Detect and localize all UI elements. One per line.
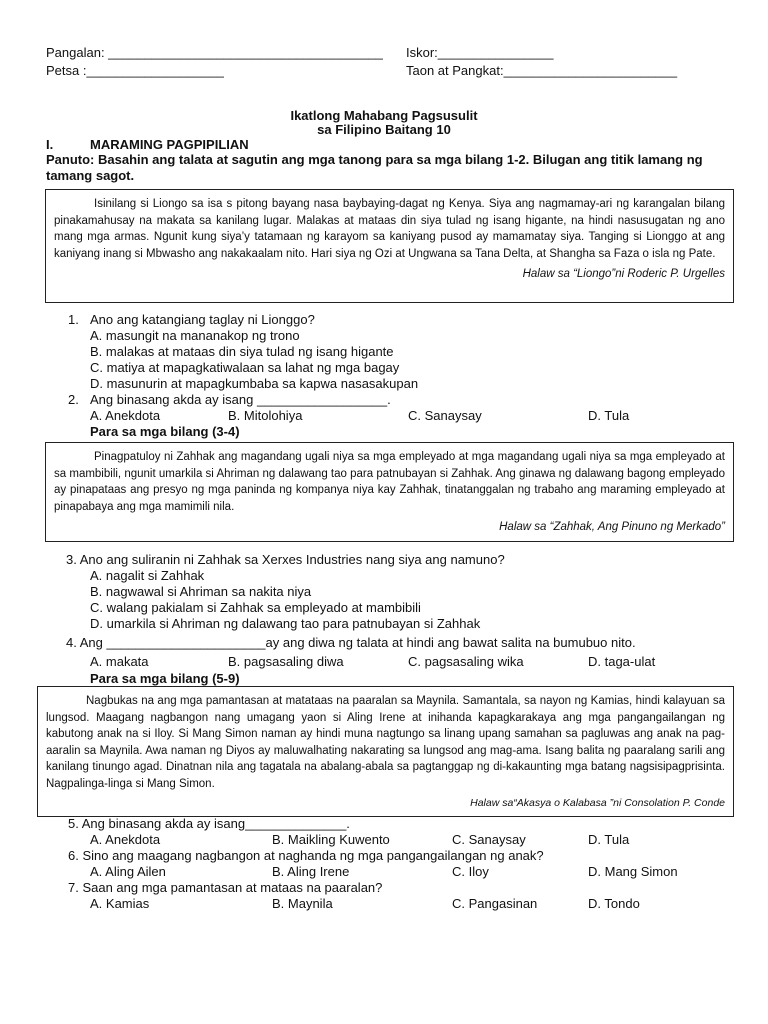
choice-d[interactable]: D. Tondo [588, 896, 640, 911]
choice-a[interactable]: A. masungit na mananakop ng trono [90, 328, 300, 343]
choice-d[interactable]: D. Tula [588, 408, 630, 423]
question-text: Ano ang katangiang taglay ni Lionggo? [90, 312, 315, 327]
passage-text: Nagbukas na ang mga pamantasan at matataas na paaralan sa Maynila. Samantala, sa nayon ng Kamias, hindi kalayuan sa lungsod. Maagang nagbangon nang umagang yaon si Aling Irene at inihanda kapagkarakaya ang mga pangangailangan ng kabutong anak na si Iloy. Si Mang Simon naman ay hindi muna nagtungo sa linang upang samahan sa pagluwas ang anak na pag-aaralin sa Maynila. Awa naman ng Diyos ay maluwalhating nakarating sa lungsod ang mag-ama. Isang balita ng paaralang sarili ang kanilang tinungo agad. Dinatnan nila ang tagatala na abalang-abala sa pagtanggap ng di-kakaunting mga batang nagsisipagprisinta. Nagpalinga-linga si Mang Simon. [46, 695, 725, 790]
section-title: MARAMING PAGPIPILIAN [90, 137, 249, 152]
score-field-label: Iskor:________________ [406, 45, 554, 60]
question-text: 6. Sino ang maagang nagbangon at naghanda ng mga pangangailangan ng anak? [68, 848, 544, 863]
choice-c[interactable]: C. Iloy [452, 864, 489, 879]
passage-citation: Halaw sa “Zahhak, Ang Pinuno ng Merkado” [499, 521, 725, 534]
choice-c[interactable]: C. matiya at mapagkatiwalaan sa lahat ng mga bagay [90, 360, 400, 375]
question-number: 1. [68, 312, 79, 327]
choice-d[interactable]: D. masunurin at mapagkumbaba sa kapwa nasasakupan [90, 376, 419, 391]
date-field-label: Petsa :___________________ [46, 63, 224, 78]
choice-d[interactable]: D. Tula [588, 832, 630, 847]
question-number: 2. [68, 392, 79, 407]
choice-a[interactable]: A. Anekdota [90, 408, 161, 423]
choice-c[interactable]: C. Sanaysay [408, 408, 482, 423]
choice-a[interactable]: A. nagalit si Zahhak [90, 568, 205, 583]
question-text: 4. Ang ______________________ay ang diwa ng talata at hindi ang bawat salita na bumubuo nito. [66, 635, 636, 650]
choice-d[interactable]: D. Mang Simon [588, 864, 678, 879]
grade-field-label: Taon at Pangkat:________________________ [406, 63, 678, 78]
choice-a[interactable]: A. Anekdota [90, 832, 161, 847]
instructions-line-1: Panuto: Basahin ang talata at sagutin ang mga tanong para sa mga bilang 1-2. Bilugan ang titik lamang ng [46, 152, 703, 167]
question-text: 7. Saan ang mga pamantasan at mataas na paaralan? [68, 880, 383, 895]
passage-text: Isinilang si Liongo sa isa s pitong bayang nasa baybaying-dagat ng Kenya. Siya ang nagmamay-ari ng karangalan bilang pinakamahusay na makata sa kanilang lugar. Malakas at mataas din siya tulad ng isang higante, na hindi nasusugatan ng ano mang mga armas. Ngunit kung siya’y tatamaan ng karayom sa kaniyang pusod ay mamamatay siya. Tanging si Lionggo at ang kaniyang inang si Mbwasho ang nakakaalam nito. Hari siya ng Ozi at Ungwana sa Tana Delta, at Shangha sa Faza o isla ng Pate. [54, 198, 725, 260]
choice-c[interactable]: C. walang pakialam si Zahhak sa empleyado at mambibili [90, 600, 421, 615]
exam-subtitle: sa Filipino Baitang 10 [317, 122, 451, 137]
choice-b[interactable]: B. Maynila [272, 896, 333, 911]
choice-a[interactable]: A. Kamias [90, 896, 150, 911]
passage-akasya [37, 686, 734, 817]
choice-c[interactable]: C. Sanaysay [452, 832, 526, 847]
subheading-items-3-4: Para sa mga bilang (3-4) [90, 424, 240, 439]
name-field-label: Pangalan: ______________________________________ [46, 45, 383, 60]
choice-a[interactable]: A. Aling Ailen [90, 864, 166, 879]
choice-c[interactable]: C. Pangasinan [452, 896, 538, 911]
exam-title: Ikatlong Mahabang Pagsusulit [290, 108, 478, 123]
choice-a[interactable]: A. makata [90, 654, 149, 669]
choice-b[interactable]: B. Mitolohiya [228, 408, 303, 423]
choice-b[interactable]: B. pagsasaling diwa [228, 654, 344, 669]
choice-d[interactable]: D. taga-ulat [588, 654, 656, 669]
passage-zahhak [45, 442, 734, 542]
choice-d[interactable]: D. umarkila si Ahriman ng dalawang tao para patnubayan si Zahhak [90, 616, 481, 631]
choice-b[interactable]: B. malakas at mataas din siya tulad ng isang higante [90, 344, 394, 359]
question-text: 5. Ang binasang akda ay isang______________. [68, 816, 350, 831]
question-text: 3. Ano ang suliranin ni Zahhak sa Xerxes Industries nang siya ang namuno? [66, 552, 505, 567]
passage-liongo [45, 189, 734, 303]
choice-b[interactable]: B. nagwawal si Ahriman sa nakita niya [90, 584, 312, 599]
instructions-line-2: tamang sagot. [46, 168, 135, 183]
passage-citation: Halaw sa “Liongo”ni Roderic P. Urgelles [522, 268, 725, 281]
choice-b[interactable]: B. Maikling Kuwento [272, 832, 390, 847]
subheading-items-5-9: Para sa mga bilang (5-9) [90, 671, 240, 686]
choice-b[interactable]: B. Aling Irene [272, 864, 350, 879]
question-text: Ang binasang akda ay isang __________________. [90, 392, 391, 407]
section-number: I. [46, 137, 54, 152]
passage-citation: Halaw sa“Akasya o Kalabasa ”ni Consolation P. Conde [470, 796, 725, 809]
passage-text: Pinagpatuloy ni Zahhak ang magandang ugali niya sa mga empleyado at mga magandang ugali niya sa mga empleyado at sa mambibili, ngunit umarkila si Ahriman ng dalawang tao para patnubayan si Zahhak. Ang ginawa ng dalawang bagong empleyado ay pinapataas ang presyo ng mga paninda ng kompanya niya kay Zahhak, tinatanggalan ng trabaho ang maraming empleyado at pinapabaya ang mga mamimili nila. [54, 451, 725, 513]
choice-c[interactable]: C. pagsasaling wika [408, 654, 524, 669]
